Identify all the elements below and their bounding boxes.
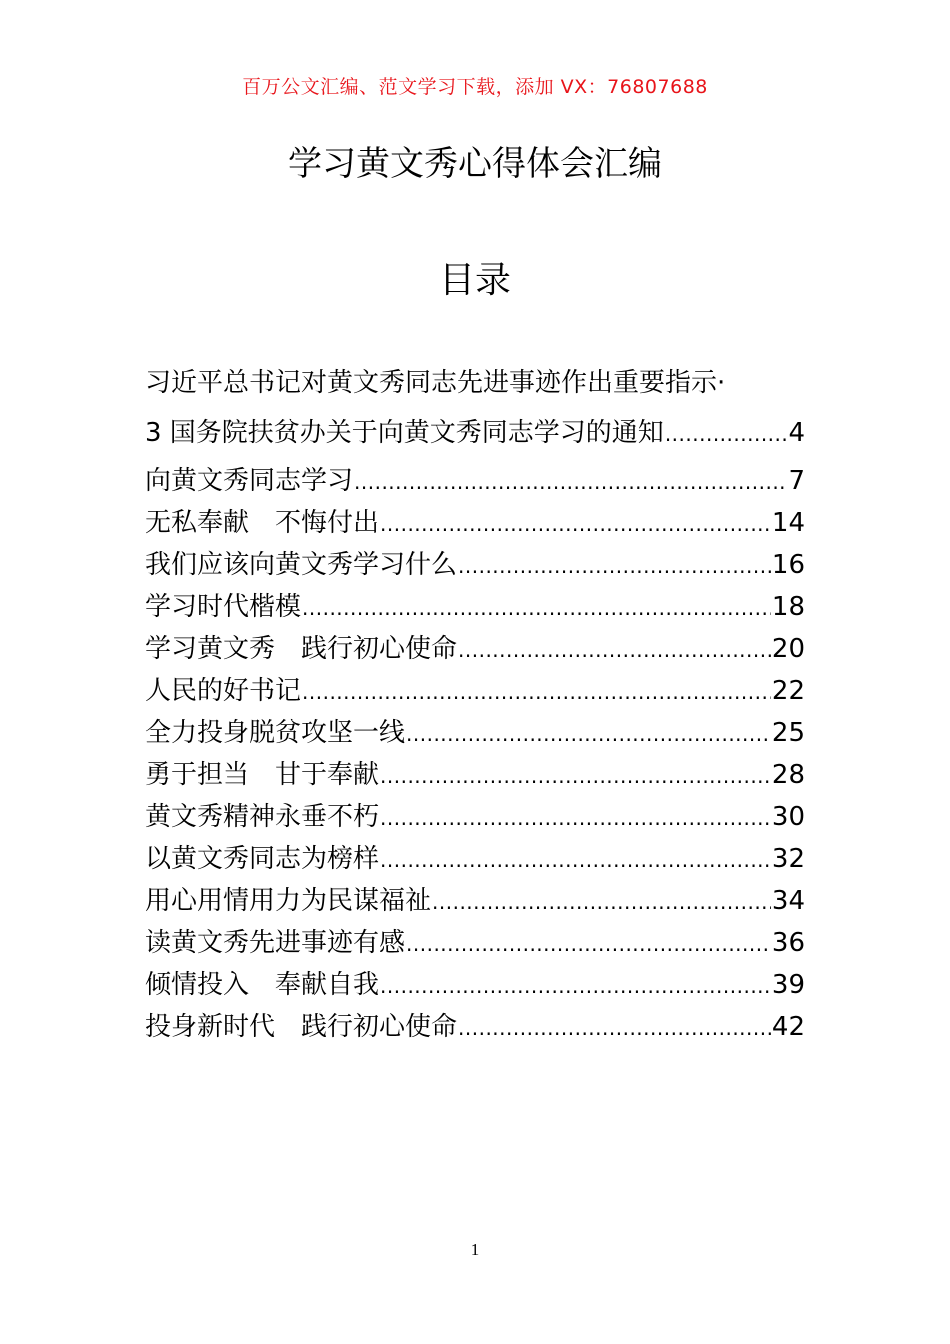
toc-entry[interactable] bbox=[145, 502, 805, 544]
toc-entry[interactable] bbox=[145, 880, 805, 922]
toc-leader-dots bbox=[458, 545, 771, 587]
toc-entry-page: 42 bbox=[771, 1012, 805, 1042]
document-title: 学习黄文秀心得体会汇编 bbox=[288, 144, 662, 184]
toc-entry[interactable] bbox=[145, 838, 805, 880]
toc-entry-page: 16 bbox=[771, 550, 805, 580]
toc-entry-title: 向黄文秀同志学习 bbox=[145, 466, 354, 496]
header-note: 百万公文汇编、范文学习下载，添加 VX：76807688 bbox=[242, 76, 708, 98]
toc-entry-title: 黄文秀精神永垂不朽 bbox=[145, 802, 380, 832]
toc-entry-title: 人民的好书记 bbox=[145, 676, 302, 706]
page-number: 1 bbox=[470, 1240, 480, 1259]
toc-heading: 目录 bbox=[438, 260, 511, 301]
toc-entry[interactable] bbox=[145, 670, 805, 712]
toc-entry-page: 34 bbox=[771, 886, 805, 916]
toc-entry-title: 全力投身脱贫攻坚一线 bbox=[145, 718, 406, 748]
toc-entry[interactable] bbox=[145, 544, 805, 586]
toc-entry[interactable] bbox=[145, 754, 805, 796]
toc-entry[interactable] bbox=[145, 408, 805, 458]
toc-entry-title: 3 国务院扶贫办关于向黄文秀同志学习的通知 bbox=[145, 418, 664, 448]
toc-entry-title: 倾情投入 奉献自我 bbox=[145, 970, 380, 1000]
toc-entry-page: 28 bbox=[771, 760, 805, 790]
toc-entry-title: 勇于担当 甘于奉献 bbox=[145, 760, 380, 790]
toc-leader-dots bbox=[302, 587, 771, 629]
toc-entry-title: 学习黄文秀 践行初心使命 bbox=[145, 634, 458, 664]
toc-entry-page: 4 bbox=[788, 418, 805, 448]
toc-leader-dots bbox=[380, 965, 771, 1007]
toc-leader-dots bbox=[302, 671, 771, 713]
toc-entry-title: 用心用情用力为民谋福祉 bbox=[145, 886, 432, 916]
toc-entry-page: 25 bbox=[771, 718, 805, 748]
toc-leader-dots bbox=[406, 713, 771, 755]
toc-entry-page: 7 bbox=[788, 466, 805, 496]
toc-entry-page: 14 bbox=[771, 508, 805, 538]
toc-entry[interactable] bbox=[145, 586, 805, 628]
toc-entry[interactable] bbox=[145, 796, 805, 838]
toc-entry-title: 无私奉献 不悔付出 bbox=[145, 508, 380, 538]
toc-entry-title: 投身新时代 践行初心使命 bbox=[145, 1012, 458, 1042]
toc-leader-dots bbox=[458, 629, 771, 671]
toc-entry[interactable] bbox=[145, 460, 805, 502]
toc-entry-page: 18 bbox=[771, 592, 805, 622]
toc-entry-page: 30 bbox=[771, 802, 805, 832]
toc-entry-title: 我们应该向黄文秀学习什么 bbox=[145, 550, 458, 580]
toc-leader-dots bbox=[432, 881, 771, 923]
toc-leader-dots bbox=[380, 839, 771, 881]
toc-entry-title: 学习时代楷模 bbox=[145, 592, 302, 622]
toc-entry[interactable] bbox=[145, 712, 805, 754]
toc-entry-page: 39 bbox=[771, 970, 805, 1000]
toc-leader-dots bbox=[380, 755, 771, 797]
toc-entry-page: 20 bbox=[771, 634, 805, 664]
toc-entry[interactable] bbox=[145, 1006, 805, 1048]
toc-leader-dots bbox=[406, 923, 771, 965]
toc-entry[interactable] bbox=[145, 922, 805, 964]
toc-entry[interactable] bbox=[145, 628, 805, 670]
toc-leader-dots bbox=[458, 1007, 771, 1049]
toc-entry[interactable] bbox=[145, 964, 805, 1006]
toc-entry-title: 读黄文秀先进事迹有感 bbox=[145, 928, 406, 958]
toc-leader-dots bbox=[665, 409, 788, 459]
toc-entry-title: 以黄文秀同志为榜样 bbox=[145, 844, 380, 874]
toc-first-line[interactable]: 习近平总书记对黄文秀同志先进事迹作出重要指示· bbox=[145, 368, 726, 398]
toc-entry-page: 22 bbox=[771, 676, 805, 706]
table-of-contents bbox=[145, 358, 805, 1048]
toc-leader-dots bbox=[354, 461, 787, 503]
toc-leader-dots bbox=[380, 503, 771, 545]
toc-entry-page: 36 bbox=[771, 928, 805, 958]
toc-entry-page: 32 bbox=[771, 844, 805, 874]
toc-leader-dots bbox=[380, 797, 771, 839]
